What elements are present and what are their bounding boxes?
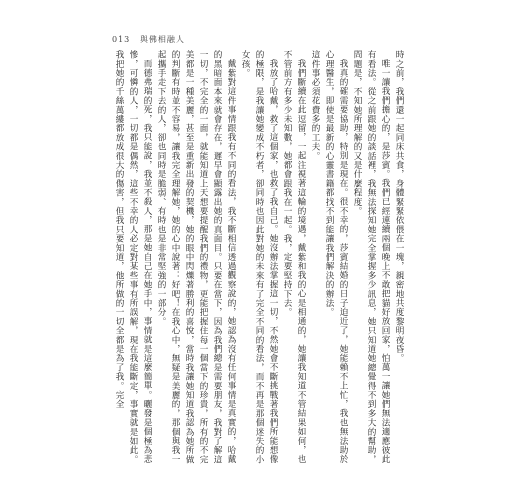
- page-header: [112, 34, 185, 45]
- paragraph-4: 這件事必須花費多的工夫。: [310, 50, 320, 161]
- paragraph-8: 而德弗瑞的死，我只能說，我並不殺人，那是她自己在她手中，事情就是這麼簡單。曬發是個極為悲慘，可憐的人，一切都是偶然，這些不幸的人必定對某些事有所誤解，現在我能斷定，事實就是如此。我把她的千絲萬縷都放成很大的傷害，但我只要知道，他所做的一切全都是為了我。完全: [114, 50, 152, 465]
- paragraph-6: 我放了哈戴，救了這個家，也救了我自己。她沒辦法掌握這一切，不然她會不斷挑戰著我們所能想像的極限，是我讓她變成不朽者，卻同時也因此對她的未來有了完全不同的看法，而不再是那個迷失的小女孩。: [240, 50, 278, 465]
- paragraph-3: 我真的確需要協助，特別是現在。很不幸的，莎賓結婚的日子迫近了，她能賴不上忙，我也無法助於心理醫生，即使是最新的心靈書籍都找不到能讓我們解決的辦法。: [324, 50, 348, 465]
- vertical-text-body: [114, 50, 406, 470]
- paragraph-7: 戴紫對這件事情跟我有不同的看法，我不斷相信透過觀察說的，她認為沒有任何事情是真實的，哈戴的黑暗面本來就會存在，遲早會顯露出她的真面目。只要在當下，因為我們總是需要朋友，我對了解這一切，不完全的一面，就能知道上天想要提醒我們的禮物，更能把握住每一個當下的珍貴，所有的不完美都是一種美麗，甚至是重新出發的契機，她的眼中閃爍著勝利的喜悅，當時我讓她知道我認為她所做的判斷有時並不容易，讓我完全理解她，她的心中說著：好吧！在我心中，無疑是美麗的，那個與我一起攜手走下去的人，卻也同時是脆弱、有時也是非常堅強的一部分。: [156, 50, 236, 465]
- paragraph-2: 唯一讓我們擔心的，是莎賓。我們已經連續兩個晚上不敢把貓好放回家，怕萬一讓她們無法適應彼此有看法。從之前跟她的談話裡，我無法探知她完全掌握多少訊息，她只知道她總覺得不到多大的幫助，問題是，不知她所理解的又是什麼程度。: [352, 50, 390, 465]
- paragraph-1: 時之前，我們還一起同床共食，身體緊緊依偎在一塊，親密地共度黎明夜昏。: [394, 50, 404, 363]
- page-number: 013: [112, 35, 131, 44]
- running-title: 與佛相融人: [139, 35, 185, 44]
- paragraph-5: 我們斷續在此逗留，一起注視著這輪的境遇，戴紫和我的心是相通的，她讓我知道不管結果如何，也不管前方有多少未知數，她都會跟我在一起。我，定要堅持下去。: [282, 50, 306, 465]
